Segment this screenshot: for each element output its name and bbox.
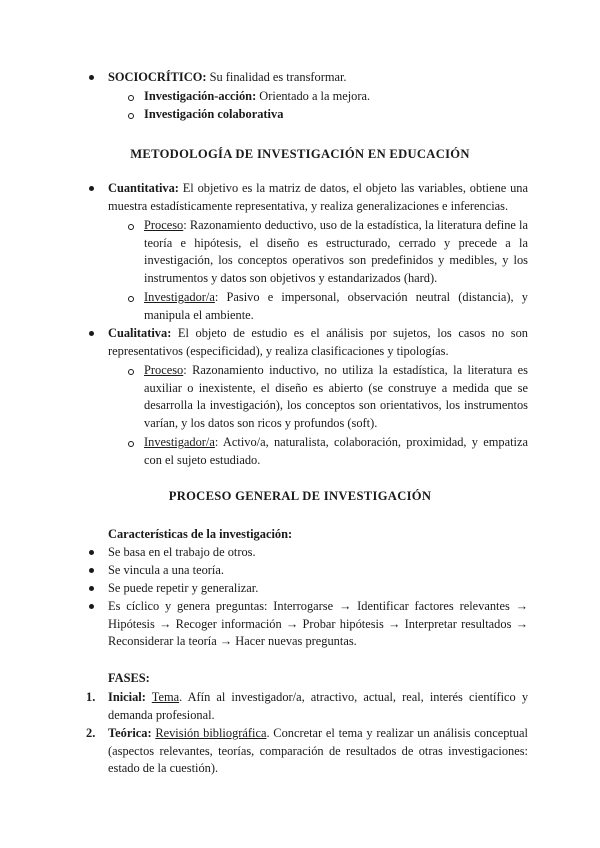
- cuanti-inv-text: : Pasivo e impersonal, observación neutral (distancia), y manipula el ambiente.: [144, 290, 528, 322]
- cuanti-text: El objetivo es la matriz de datos, el objeto las variables, obtiene una muestra estadísticamente representativa, y realiza generalizaciones e inferencias.: [108, 181, 528, 213]
- bullet-circle-icon: [128, 369, 134, 375]
- socio-sub1-text: Orientado a la mejora.: [256, 89, 371, 103]
- socio-item: [108, 69, 528, 87]
- fase-2-underlined: Revisión bibliográfica: [155, 726, 267, 740]
- fase-1-label: Inicial:: [108, 690, 146, 704]
- bullet-dot-icon: [89, 568, 94, 573]
- bullet-circle-icon: [128, 224, 134, 230]
- bullet-circle-icon: [128, 441, 134, 447]
- cuali-proceso: [144, 362, 528, 432]
- fase-2-number: 2.: [86, 726, 96, 740]
- cuanti-label: Cuantitativa:: [108, 181, 179, 195]
- cuali-proc-label: Proceso: [144, 363, 184, 377]
- bullet-dot-icon: [89, 550, 94, 555]
- caracteristicas-heading: Características de la investigación:: [108, 527, 293, 541]
- cuali-proc-text: : Razonamiento inductivo, no utiliza la estadística, la literatura es auxiliar o inexistente, el diseño es abierto (se construye a medida que se desarrolla la investigación), los conceptos son orientativos, los instrumentos varían, y los datos son ricos y profundos (soft).: [144, 363, 528, 430]
- fase-1-text: . Afín al investigador/a, atractivo, actual, real, interés científico y demanda profesional.: [108, 690, 529, 722]
- cuali-inv-text: : Activo/a, naturalista, colaboración, proximidad, y empatiza con el sujeto estudiado.: [144, 435, 528, 467]
- socio-sub1-label: Investigación-acción:: [144, 89, 257, 103]
- bullet-circle-icon: [128, 95, 134, 101]
- cuanti-inv-label: Investigador/a: [144, 290, 215, 304]
- cuanti-proc-text: : Razonamiento deductivo, uso de la estadística, la literatura define la teoría e hipótesis, el diseño es estructurado, cerrado y precede a la investigación, los conceptos operativos son predefinidos y medibles, y los instrumentos y datos son objetivos y estandarizados (hard).: [144, 218, 528, 285]
- socio-text: Su finalidad es transformar.: [206, 70, 347, 84]
- cuanti-proceso: [144, 217, 528, 287]
- cuali-label: Cualitativa:: [108, 326, 172, 340]
- bullet-circle-icon: [128, 113, 134, 119]
- proceso-heading: PROCESO GENERAL DE INVESTIGACIÓN: [168, 489, 432, 503]
- caract-item-1: Se basa en el trabajo de otros.: [108, 545, 256, 559]
- fase-1-item: [108, 689, 528, 724]
- caract-item-2: Se vincula a una teoría.: [108, 563, 224, 577]
- cuali-investigador: [144, 434, 528, 469]
- fase-2-item: [108, 725, 528, 778]
- caract-item-3: Se puede repetir y generalizar.: [108, 581, 259, 595]
- bullet-dot-icon: [89, 586, 94, 591]
- fases-heading: FASES:: [108, 671, 150, 685]
- socio-label: SOCIOCRÍTICO:: [108, 70, 207, 84]
- socio-sub2-label: Investigación colaborativa: [144, 107, 284, 121]
- cuantitativa-item: [108, 180, 528, 215]
- fase-2-text: . Concretar el tema y realizar un análisis conceptual (aspectos relevantes, teorías, comparación de resultados de otras investigaciones: estado de la cuestión).: [108, 726, 528, 776]
- bullet-circle-icon: [128, 296, 134, 302]
- caract-item-4: Es cíclico y genera preguntas: Interrogarse → Identificar factores relevantes → Hipótesis → Recoger información → Probar hipótesis → Interpretar resultados → Reconsiderar la teoría → Hacer nuevas preguntas.: [108, 599, 528, 649]
- bullet-dot-icon: [89, 331, 94, 336]
- socio-sub-item: [144, 106, 544, 124]
- fase-2-label: Teórica:: [108, 726, 152, 740]
- socio-sub-item: [144, 88, 544, 106]
- cuanti-proc-label: Proceso: [144, 218, 184, 232]
- cuali-text: El objeto de estudio es el análisis por sujetos, los casos no son representativos (especificidad), y realiza clasificaciones y tipologías.: [108, 326, 528, 358]
- bullet-dot-icon: [89, 604, 94, 609]
- fase-1-underlined: Tema: [151, 690, 180, 704]
- fase-1-number: 1.: [86, 690, 96, 704]
- bullet-dot-icon: [89, 75, 94, 80]
- cuali-inv-label: Investigador/a: [144, 435, 215, 449]
- cualitativa-item: [108, 325, 528, 360]
- bullet-dot-icon: [89, 186, 94, 191]
- cuanti-investigador: [144, 289, 528, 324]
- metodologia-heading: METODOLOGÍA DE INVESTIGACIÓN EN EDUCACIÓN: [130, 147, 470, 161]
